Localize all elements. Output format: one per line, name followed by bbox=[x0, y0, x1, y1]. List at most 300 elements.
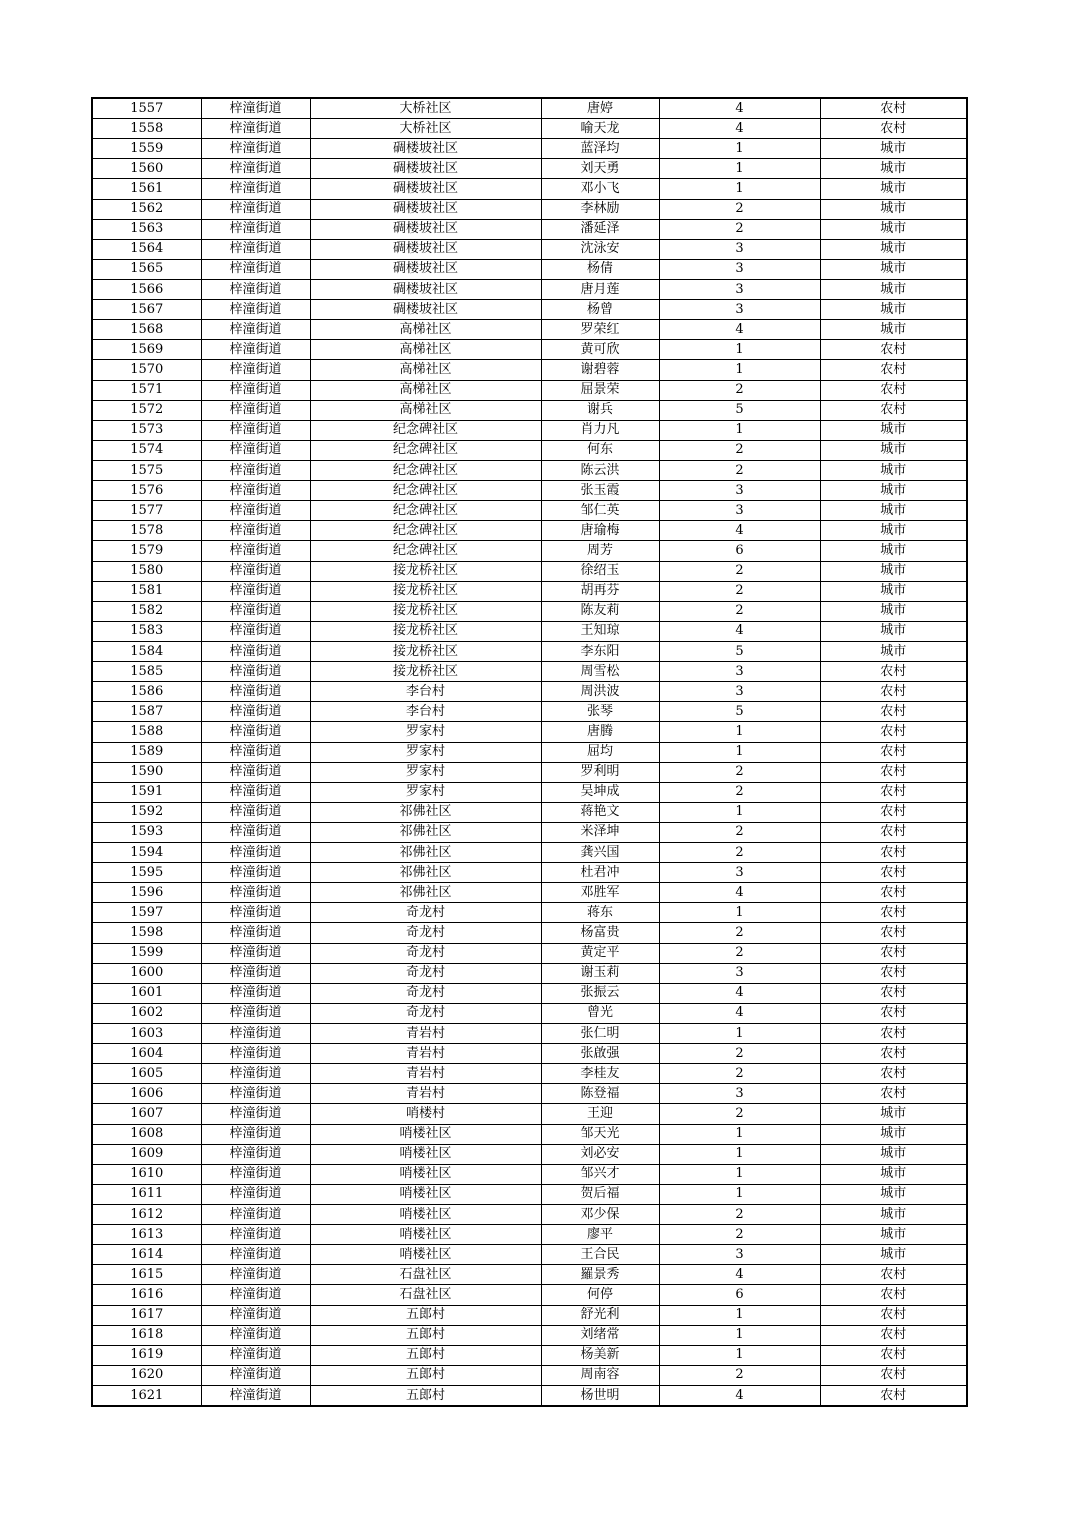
name-cell: 邹仁英 bbox=[541, 501, 659, 521]
table-row bbox=[92, 1265, 967, 1285]
table-row bbox=[92, 843, 967, 863]
table-row bbox=[92, 1225, 967, 1245]
community-cell: 祁佛社区 bbox=[310, 863, 541, 883]
community-cell: 祁佛社区 bbox=[310, 802, 541, 822]
type-cell: 城市 bbox=[820, 561, 967, 581]
community-cell: 青岩村 bbox=[310, 1064, 541, 1084]
count-cell: 4 bbox=[659, 1265, 820, 1285]
street-cell: 梓潼街道 bbox=[201, 1325, 310, 1345]
row-number-cell: 1563 bbox=[92, 219, 201, 239]
community-cell: 奇龙村 bbox=[310, 943, 541, 963]
table-row bbox=[92, 621, 967, 641]
street-cell: 梓潼街道 bbox=[201, 1044, 310, 1064]
table-row bbox=[92, 601, 967, 621]
street-cell: 梓潼街道 bbox=[201, 682, 310, 702]
count-cell: 4 bbox=[659, 320, 820, 340]
name-cell: 刘绪常 bbox=[541, 1325, 659, 1345]
community-cell: 高梯社区 bbox=[310, 360, 541, 380]
type-cell: 农村 bbox=[820, 1044, 967, 1064]
type-cell: 城市 bbox=[820, 1245, 967, 1265]
street-cell: 梓潼街道 bbox=[201, 1084, 310, 1104]
community-cell: 哨楼社区 bbox=[310, 1124, 541, 1144]
name-cell: 邓小飞 bbox=[541, 179, 659, 199]
community-cell: 碉楼坡社区 bbox=[310, 300, 541, 320]
row-number-cell: 1601 bbox=[92, 983, 201, 1003]
name-cell: 谢兵 bbox=[541, 400, 659, 420]
type-cell: 农村 bbox=[820, 400, 967, 420]
street-cell: 梓潼街道 bbox=[201, 259, 310, 279]
street-cell: 梓潼街道 bbox=[201, 782, 310, 802]
table-row bbox=[92, 219, 967, 239]
street-cell: 梓潼街道 bbox=[201, 843, 310, 863]
street-cell: 梓潼街道 bbox=[201, 1124, 310, 1144]
name-cell: 吴坤成 bbox=[541, 782, 659, 802]
community-cell: 接龙桥社区 bbox=[310, 581, 541, 601]
count-cell: 2 bbox=[659, 843, 820, 863]
community-cell: 纪念碑社区 bbox=[310, 481, 541, 501]
row-number-cell: 1581 bbox=[92, 581, 201, 601]
name-cell: 周雪松 bbox=[541, 662, 659, 682]
name-cell: 沈泳安 bbox=[541, 239, 659, 259]
count-cell: 3 bbox=[659, 481, 820, 501]
row-number-cell: 1574 bbox=[92, 440, 201, 460]
type-cell: 农村 bbox=[820, 983, 967, 1003]
count-cell: 2 bbox=[659, 561, 820, 581]
row-number-cell: 1559 bbox=[92, 139, 201, 159]
table-row bbox=[92, 1104, 967, 1124]
count-cell: 1 bbox=[659, 1124, 820, 1144]
count-cell: 2 bbox=[659, 380, 820, 400]
table-row bbox=[92, 440, 967, 460]
community-cell: 青岩村 bbox=[310, 1044, 541, 1064]
type-cell: 农村 bbox=[820, 843, 967, 863]
type-cell: 城市 bbox=[820, 1205, 967, 1225]
row-number-cell: 1597 bbox=[92, 903, 201, 923]
community-cell: 碉楼坡社区 bbox=[310, 179, 541, 199]
count-cell: 4 bbox=[659, 1003, 820, 1023]
type-cell: 城市 bbox=[820, 481, 967, 501]
street-cell: 梓潼街道 bbox=[201, 1064, 310, 1084]
type-cell: 农村 bbox=[820, 1345, 967, 1365]
type-cell: 农村 bbox=[820, 802, 967, 822]
street-cell: 梓潼街道 bbox=[201, 340, 310, 360]
table-row bbox=[92, 320, 967, 340]
name-cell: 张啟强 bbox=[541, 1044, 659, 1064]
row-number-cell: 1569 bbox=[92, 340, 201, 360]
table-row bbox=[92, 1325, 967, 1345]
row-number-cell: 1594 bbox=[92, 843, 201, 863]
name-cell: 舒光利 bbox=[541, 1305, 659, 1325]
street-cell: 梓潼街道 bbox=[201, 601, 310, 621]
community-cell: 碉楼坡社区 bbox=[310, 199, 541, 219]
name-cell: 邓胜军 bbox=[541, 883, 659, 903]
row-number-cell: 1596 bbox=[92, 883, 201, 903]
street-cell: 梓潼街道 bbox=[201, 1104, 310, 1124]
type-cell: 城市 bbox=[820, 420, 967, 440]
type-cell: 农村 bbox=[820, 903, 967, 923]
table-row bbox=[92, 883, 967, 903]
street-cell: 梓潼街道 bbox=[201, 963, 310, 983]
count-cell: 6 bbox=[659, 541, 820, 561]
count-cell: 1 bbox=[659, 179, 820, 199]
type-cell: 农村 bbox=[820, 722, 967, 742]
table-row bbox=[92, 923, 967, 943]
table-row bbox=[92, 1205, 967, 1225]
community-cell: 哨楼社区 bbox=[310, 1245, 541, 1265]
table-row bbox=[92, 360, 967, 380]
name-cell: 周芳 bbox=[541, 541, 659, 561]
count-cell: 2 bbox=[659, 199, 820, 219]
table-row bbox=[92, 400, 967, 420]
type-cell: 农村 bbox=[820, 1386, 967, 1407]
street-cell: 梓潼街道 bbox=[201, 1225, 310, 1245]
name-cell: 唐腾 bbox=[541, 722, 659, 742]
street-cell: 梓潼街道 bbox=[201, 742, 310, 762]
street-cell: 梓潼街道 bbox=[201, 1386, 310, 1407]
type-cell: 农村 bbox=[820, 863, 967, 883]
count-cell: 3 bbox=[659, 1084, 820, 1104]
row-number-cell: 1619 bbox=[92, 1345, 201, 1365]
community-cell: 奇龙村 bbox=[310, 963, 541, 983]
type-cell: 城市 bbox=[820, 179, 967, 199]
name-cell: 屈景荣 bbox=[541, 380, 659, 400]
community-cell: 五郎村 bbox=[310, 1345, 541, 1365]
name-cell: 唐婷 bbox=[541, 98, 659, 119]
name-cell: 杨美新 bbox=[541, 1345, 659, 1365]
name-cell: 杨富贵 bbox=[541, 923, 659, 943]
type-cell: 农村 bbox=[820, 1305, 967, 1325]
count-cell: 1 bbox=[659, 420, 820, 440]
community-cell: 大桥社区 bbox=[310, 119, 541, 139]
name-cell: 曾光 bbox=[541, 1003, 659, 1023]
count-cell: 5 bbox=[659, 400, 820, 420]
count-cell: 1 bbox=[659, 360, 820, 380]
community-cell: 李台村 bbox=[310, 702, 541, 722]
community-cell: 哨楼村 bbox=[310, 1104, 541, 1124]
row-number-cell: 1618 bbox=[92, 1325, 201, 1345]
count-cell: 4 bbox=[659, 983, 820, 1003]
row-number-cell: 1584 bbox=[92, 641, 201, 661]
count-cell: 4 bbox=[659, 521, 820, 541]
count-cell: 3 bbox=[659, 662, 820, 682]
street-cell: 梓潼街道 bbox=[201, 1305, 310, 1325]
row-number-cell: 1617 bbox=[92, 1305, 201, 1325]
type-cell: 城市 bbox=[820, 279, 967, 299]
type-cell: 农村 bbox=[820, 682, 967, 702]
table-row bbox=[92, 782, 967, 802]
community-cell: 纪念碑社区 bbox=[310, 541, 541, 561]
type-cell: 农村 bbox=[820, 1003, 967, 1023]
name-cell: 谢碧蓉 bbox=[541, 360, 659, 380]
community-cell: 碉楼坡社区 bbox=[310, 259, 541, 279]
community-cell: 石盘社区 bbox=[310, 1265, 541, 1285]
name-cell: 张琴 bbox=[541, 702, 659, 722]
count-cell: 1 bbox=[659, 1325, 820, 1345]
table-row bbox=[92, 501, 967, 521]
type-cell: 城市 bbox=[820, 259, 967, 279]
street-cell: 梓潼街道 bbox=[201, 722, 310, 742]
row-number-cell: 1593 bbox=[92, 822, 201, 842]
type-cell: 城市 bbox=[820, 139, 967, 159]
street-cell: 梓潼街道 bbox=[201, 903, 310, 923]
table-row bbox=[92, 1124, 967, 1144]
name-cell: 王知琼 bbox=[541, 621, 659, 641]
row-number-cell: 1598 bbox=[92, 923, 201, 943]
count-cell: 3 bbox=[659, 259, 820, 279]
row-number-cell: 1613 bbox=[92, 1225, 201, 1245]
table-row bbox=[92, 179, 967, 199]
community-cell: 罗家村 bbox=[310, 782, 541, 802]
street-cell: 梓潼街道 bbox=[201, 822, 310, 842]
name-cell: 刘必安 bbox=[541, 1144, 659, 1164]
table-row bbox=[92, 742, 967, 762]
table-row bbox=[92, 541, 967, 561]
count-cell: 1 bbox=[659, 1164, 820, 1184]
table-row bbox=[92, 380, 967, 400]
street-cell: 梓潼街道 bbox=[201, 521, 310, 541]
type-cell: 城市 bbox=[820, 460, 967, 480]
street-cell: 梓潼街道 bbox=[201, 702, 310, 722]
table-row bbox=[92, 1184, 967, 1204]
type-cell: 城市 bbox=[820, 521, 967, 541]
street-cell: 梓潼街道 bbox=[201, 662, 310, 682]
community-cell: 李台村 bbox=[310, 682, 541, 702]
street-cell: 梓潼街道 bbox=[201, 380, 310, 400]
count-cell: 3 bbox=[659, 279, 820, 299]
row-number-cell: 1590 bbox=[92, 762, 201, 782]
street-cell: 梓潼街道 bbox=[201, 641, 310, 661]
row-number-cell: 1616 bbox=[92, 1285, 201, 1305]
street-cell: 梓潼街道 bbox=[201, 501, 310, 521]
type-cell: 城市 bbox=[820, 219, 967, 239]
street-cell: 梓潼街道 bbox=[201, 420, 310, 440]
street-cell: 梓潼街道 bbox=[201, 983, 310, 1003]
count-cell: 1 bbox=[659, 742, 820, 762]
name-cell: 廖平 bbox=[541, 1225, 659, 1245]
table-row bbox=[92, 481, 967, 501]
row-number-cell: 1612 bbox=[92, 1205, 201, 1225]
count-cell: 6 bbox=[659, 1285, 820, 1305]
count-cell: 2 bbox=[659, 1205, 820, 1225]
type-cell: 农村 bbox=[820, 702, 967, 722]
name-cell: 何停 bbox=[541, 1285, 659, 1305]
community-cell: 接龙桥社区 bbox=[310, 601, 541, 621]
type-cell: 农村 bbox=[820, 1265, 967, 1285]
count-cell: 3 bbox=[659, 863, 820, 883]
name-cell: 羅景秀 bbox=[541, 1265, 659, 1285]
street-cell: 梓潼街道 bbox=[201, 1003, 310, 1023]
community-cell: 接龙桥社区 bbox=[310, 641, 541, 661]
roster-table-body bbox=[92, 98, 967, 1406]
name-cell: 黄可欣 bbox=[541, 340, 659, 360]
table-row bbox=[92, 420, 967, 440]
street-cell: 梓潼街道 bbox=[201, 561, 310, 581]
street-cell: 梓潼街道 bbox=[201, 621, 310, 641]
count-cell: 4 bbox=[659, 883, 820, 903]
name-cell: 陈登福 bbox=[541, 1084, 659, 1104]
street-cell: 梓潼街道 bbox=[201, 139, 310, 159]
community-cell: 哨楼社区 bbox=[310, 1205, 541, 1225]
street-cell: 梓潼街道 bbox=[201, 1365, 310, 1385]
count-cell: 2 bbox=[659, 1064, 820, 1084]
row-number-cell: 1571 bbox=[92, 380, 201, 400]
name-cell: 邓少保 bbox=[541, 1205, 659, 1225]
name-cell: 杨世明 bbox=[541, 1386, 659, 1407]
count-cell: 2 bbox=[659, 440, 820, 460]
row-number-cell: 1587 bbox=[92, 702, 201, 722]
name-cell: 罗荣红 bbox=[541, 320, 659, 340]
type-cell: 农村 bbox=[820, 943, 967, 963]
table-row bbox=[92, 682, 967, 702]
name-cell: 李东阳 bbox=[541, 641, 659, 661]
count-cell: 1 bbox=[659, 340, 820, 360]
community-cell: 高梯社区 bbox=[310, 380, 541, 400]
name-cell: 刘天勇 bbox=[541, 159, 659, 179]
type-cell: 城市 bbox=[820, 300, 967, 320]
row-number-cell: 1582 bbox=[92, 601, 201, 621]
table-row bbox=[92, 662, 967, 682]
row-number-cell: 1606 bbox=[92, 1084, 201, 1104]
type-cell: 城市 bbox=[820, 501, 967, 521]
row-number-cell: 1568 bbox=[92, 320, 201, 340]
table-row bbox=[92, 199, 967, 219]
street-cell: 梓潼街道 bbox=[201, 159, 310, 179]
street-cell: 梓潼街道 bbox=[201, 460, 310, 480]
table-row bbox=[92, 1084, 967, 1104]
count-cell: 3 bbox=[659, 1245, 820, 1265]
type-cell: 农村 bbox=[820, 963, 967, 983]
street-cell: 梓潼街道 bbox=[201, 762, 310, 782]
row-number-cell: 1575 bbox=[92, 460, 201, 480]
community-cell: 哨楼社区 bbox=[310, 1164, 541, 1184]
type-cell: 城市 bbox=[820, 581, 967, 601]
name-cell: 唐瑜梅 bbox=[541, 521, 659, 541]
community-cell: 哨楼社区 bbox=[310, 1184, 541, 1204]
count-cell: 4 bbox=[659, 98, 820, 119]
street-cell: 梓潼街道 bbox=[201, 300, 310, 320]
name-cell: 李林励 bbox=[541, 199, 659, 219]
street-cell: 梓潼街道 bbox=[201, 1144, 310, 1164]
type-cell: 城市 bbox=[820, 1164, 967, 1184]
row-number-cell: 1573 bbox=[92, 420, 201, 440]
name-cell: 肖力凡 bbox=[541, 420, 659, 440]
name-cell: 陈云洪 bbox=[541, 460, 659, 480]
community-cell: 奇龙村 bbox=[310, 983, 541, 1003]
row-number-cell: 1570 bbox=[92, 360, 201, 380]
name-cell: 王迎 bbox=[541, 1104, 659, 1124]
type-cell: 农村 bbox=[820, 1325, 967, 1345]
name-cell: 周南容 bbox=[541, 1365, 659, 1385]
community-cell: 接龙桥社区 bbox=[310, 561, 541, 581]
table-row bbox=[92, 702, 967, 722]
count-cell: 2 bbox=[659, 219, 820, 239]
type-cell: 农村 bbox=[820, 340, 967, 360]
table-row bbox=[92, 1365, 967, 1385]
type-cell: 城市 bbox=[820, 1225, 967, 1245]
street-cell: 梓潼街道 bbox=[201, 440, 310, 460]
count-cell: 2 bbox=[659, 581, 820, 601]
count-cell: 3 bbox=[659, 300, 820, 320]
count-cell: 3 bbox=[659, 682, 820, 702]
row-number-cell: 1578 bbox=[92, 521, 201, 541]
count-cell: 1 bbox=[659, 1345, 820, 1365]
type-cell: 农村 bbox=[820, 98, 967, 119]
type-cell: 农村 bbox=[820, 822, 967, 842]
count-cell: 1 bbox=[659, 139, 820, 159]
row-number-cell: 1562 bbox=[92, 199, 201, 219]
type-cell: 城市 bbox=[820, 1184, 967, 1204]
community-cell: 青岩村 bbox=[310, 1024, 541, 1044]
community-cell: 纪念碑社区 bbox=[310, 460, 541, 480]
count-cell: 1 bbox=[659, 903, 820, 923]
name-cell: 王合民 bbox=[541, 1245, 659, 1265]
row-number-cell: 1614 bbox=[92, 1245, 201, 1265]
row-number-cell: 1572 bbox=[92, 400, 201, 420]
row-number-cell: 1589 bbox=[92, 742, 201, 762]
type-cell: 城市 bbox=[820, 1144, 967, 1164]
name-cell: 何东 bbox=[541, 440, 659, 460]
type-cell: 农村 bbox=[820, 762, 967, 782]
table-row bbox=[92, 722, 967, 742]
count-cell: 1 bbox=[659, 722, 820, 742]
type-cell: 城市 bbox=[820, 541, 967, 561]
street-cell: 梓潼街道 bbox=[201, 481, 310, 501]
table-row bbox=[92, 1305, 967, 1325]
community-cell: 哨楼社区 bbox=[310, 1225, 541, 1245]
street-cell: 梓潼街道 bbox=[201, 923, 310, 943]
row-number-cell: 1604 bbox=[92, 1044, 201, 1064]
row-number-cell: 1577 bbox=[92, 501, 201, 521]
name-cell: 杨倩 bbox=[541, 259, 659, 279]
type-cell: 城市 bbox=[820, 199, 967, 219]
row-number-cell: 1615 bbox=[92, 1265, 201, 1285]
name-cell: 贺后福 bbox=[541, 1184, 659, 1204]
row-number-cell: 1591 bbox=[92, 782, 201, 802]
table-row bbox=[92, 802, 967, 822]
roster-table bbox=[91, 97, 968, 1407]
row-number-cell: 1603 bbox=[92, 1024, 201, 1044]
type-cell: 农村 bbox=[820, 360, 967, 380]
count-cell: 2 bbox=[659, 1365, 820, 1385]
street-cell: 梓潼街道 bbox=[201, 581, 310, 601]
type-cell: 城市 bbox=[820, 641, 967, 661]
type-cell: 农村 bbox=[820, 662, 967, 682]
name-cell: 徐绍玉 bbox=[541, 561, 659, 581]
type-cell: 农村 bbox=[820, 782, 967, 802]
table-row bbox=[92, 943, 967, 963]
row-number-cell: 1609 bbox=[92, 1144, 201, 1164]
name-cell: 杨曾 bbox=[541, 300, 659, 320]
table-row bbox=[92, 581, 967, 601]
street-cell: 梓潼街道 bbox=[201, 863, 310, 883]
type-cell: 农村 bbox=[820, 1064, 967, 1084]
community-cell: 碉楼坡社区 bbox=[310, 239, 541, 259]
count-cell: 1 bbox=[659, 802, 820, 822]
type-cell: 农村 bbox=[820, 119, 967, 139]
type-cell: 城市 bbox=[820, 159, 967, 179]
table-row bbox=[92, 119, 967, 139]
community-cell: 纪念碑社区 bbox=[310, 501, 541, 521]
community-cell: 奇龙村 bbox=[310, 1003, 541, 1023]
table-row bbox=[92, 259, 967, 279]
community-cell: 纪念碑社区 bbox=[310, 521, 541, 541]
type-cell: 城市 bbox=[820, 1104, 967, 1124]
table-row bbox=[92, 1164, 967, 1184]
name-cell: 邹兴才 bbox=[541, 1164, 659, 1184]
type-cell: 城市 bbox=[820, 440, 967, 460]
row-number-cell: 1564 bbox=[92, 239, 201, 259]
row-number-cell: 1567 bbox=[92, 300, 201, 320]
